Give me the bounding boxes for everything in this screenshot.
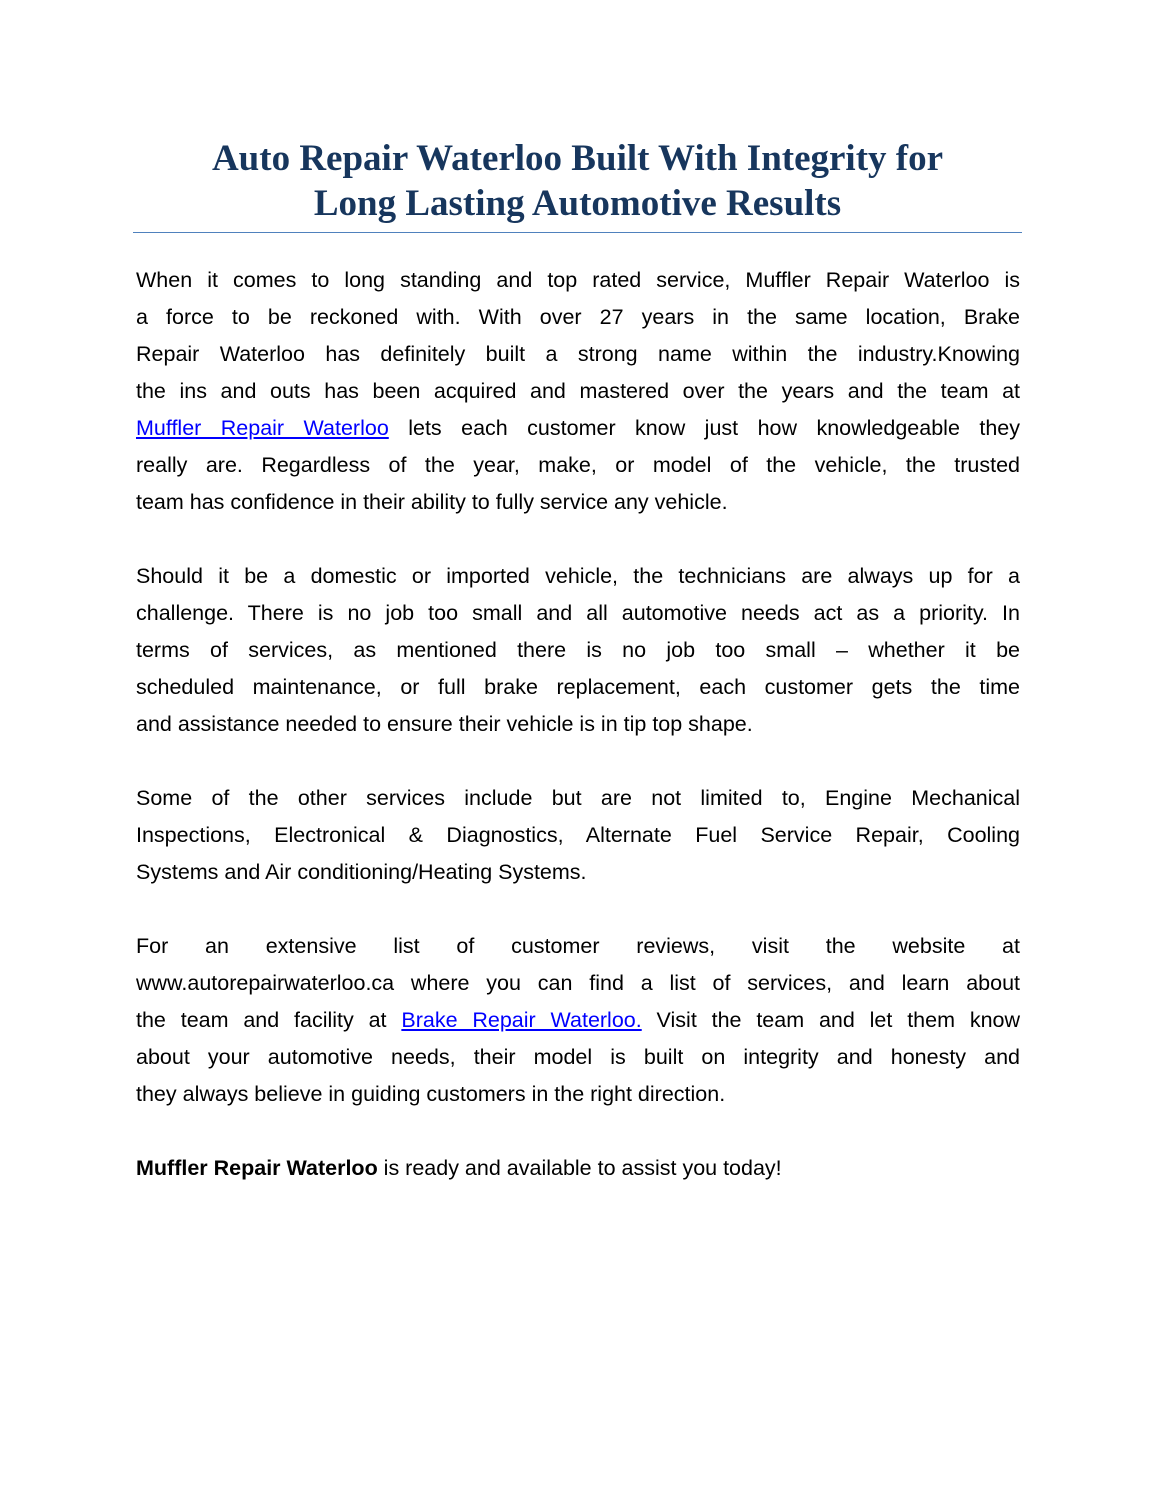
text-segment: Inspections, Electronical & Diagnostics, Alternate Fuel Service Repair, Cooling (136, 823, 1020, 847)
text-segment: Some of the other services include but are not limited to, Engine Mechanical (136, 786, 1020, 810)
text-line (136, 595, 1020, 632)
paragraph (136, 780, 1020, 891)
document-body (136, 262, 1020, 1224)
text-line (136, 1002, 1020, 1039)
text-segment: team has confidence in their ability to fully service any vehicle. (136, 490, 728, 514)
text-line (136, 669, 1020, 706)
title-line: Auto Repair Waterloo Built With Integrity for (211, 138, 944, 179)
text-segment: and assistance needed to ensure their vehicle is in tip top shape. (136, 712, 753, 736)
text-segment: about your automotive needs, their model is built on integrity and honesty and (136, 1045, 1020, 1069)
text-line (136, 558, 1020, 595)
text-segment: scheduled maintenance, or full brake replacement, each customer gets the time (136, 675, 1020, 699)
text-line (136, 336, 1020, 373)
text-line (136, 410, 1020, 447)
bold-text: Muffler Repair Waterloo (136, 1156, 378, 1180)
text-segment: Repair Waterloo has definitely built a strong name within the industry.Knowing (136, 342, 1020, 366)
text-line (136, 854, 1020, 891)
text-line (136, 780, 1020, 817)
title-underline-divider (133, 232, 1022, 233)
text-line (136, 817, 1020, 854)
text-line (136, 1076, 1020, 1113)
paragraph (136, 928, 1020, 1113)
text-segment: When it comes to long standing and top rated service, Muffler Repair Waterloo is (136, 268, 1020, 292)
paragraph (136, 1150, 1020, 1187)
text-line (136, 1150, 1020, 1187)
text-line (136, 1039, 1020, 1076)
paragraph (136, 262, 1020, 521)
text-line (136, 299, 1020, 336)
text-line (136, 706, 1020, 743)
text-segment: Systems and Air conditioning/Heating Systems. (136, 860, 587, 884)
text-segment: www.autorepairwaterloo.ca where you can find a list of services, and learn about (136, 971, 1020, 995)
text-segment: the team and facility at (136, 1008, 402, 1032)
text-segment: a force to be reckoned with. With over 27 years in the same location, Brake (136, 305, 1020, 329)
text-line (136, 484, 1020, 521)
text-line (136, 373, 1020, 410)
text-segment: the ins and outs has been acquired and mastered over the years and the team at (136, 379, 1020, 403)
text-line (136, 262, 1020, 299)
text-segment: is ready and available to assist you today! (377, 1156, 782, 1180)
text-segment: Visit the team and let them know (641, 1008, 1021, 1032)
text-line (136, 928, 1020, 965)
inline-link[interactable]: Muffler Repair Waterloo (136, 416, 389, 440)
inline-link[interactable]: Brake Repair Waterloo. (401, 1008, 642, 1032)
text-segment: they always believe in guiding customers in the right direction. (136, 1082, 726, 1106)
text-line (136, 447, 1020, 484)
paragraph (136, 558, 1020, 743)
text-line (136, 965, 1020, 1002)
text-segment: challenge. There is no job too small and all automotive needs act as a priority. In (136, 601, 1020, 625)
text-segment: really are. Regardless of the year, make, or model of the vehicle, the trusted (136, 453, 1020, 477)
title-line: Long Lasting Automotive Results (313, 183, 842, 224)
text-line (136, 632, 1020, 669)
text-segment: terms of services, as mentioned there is no job too small – whether it be (136, 638, 1020, 662)
text-segment: For an extensive list of customer reviews, visit the website at (136, 934, 1020, 958)
document-title (133, 136, 1022, 226)
text-segment: Should it be a domestic or imported vehicle, the technicians are always up for a (136, 564, 1020, 588)
text-segment: lets each customer know just how knowledgeable they (388, 416, 1020, 440)
